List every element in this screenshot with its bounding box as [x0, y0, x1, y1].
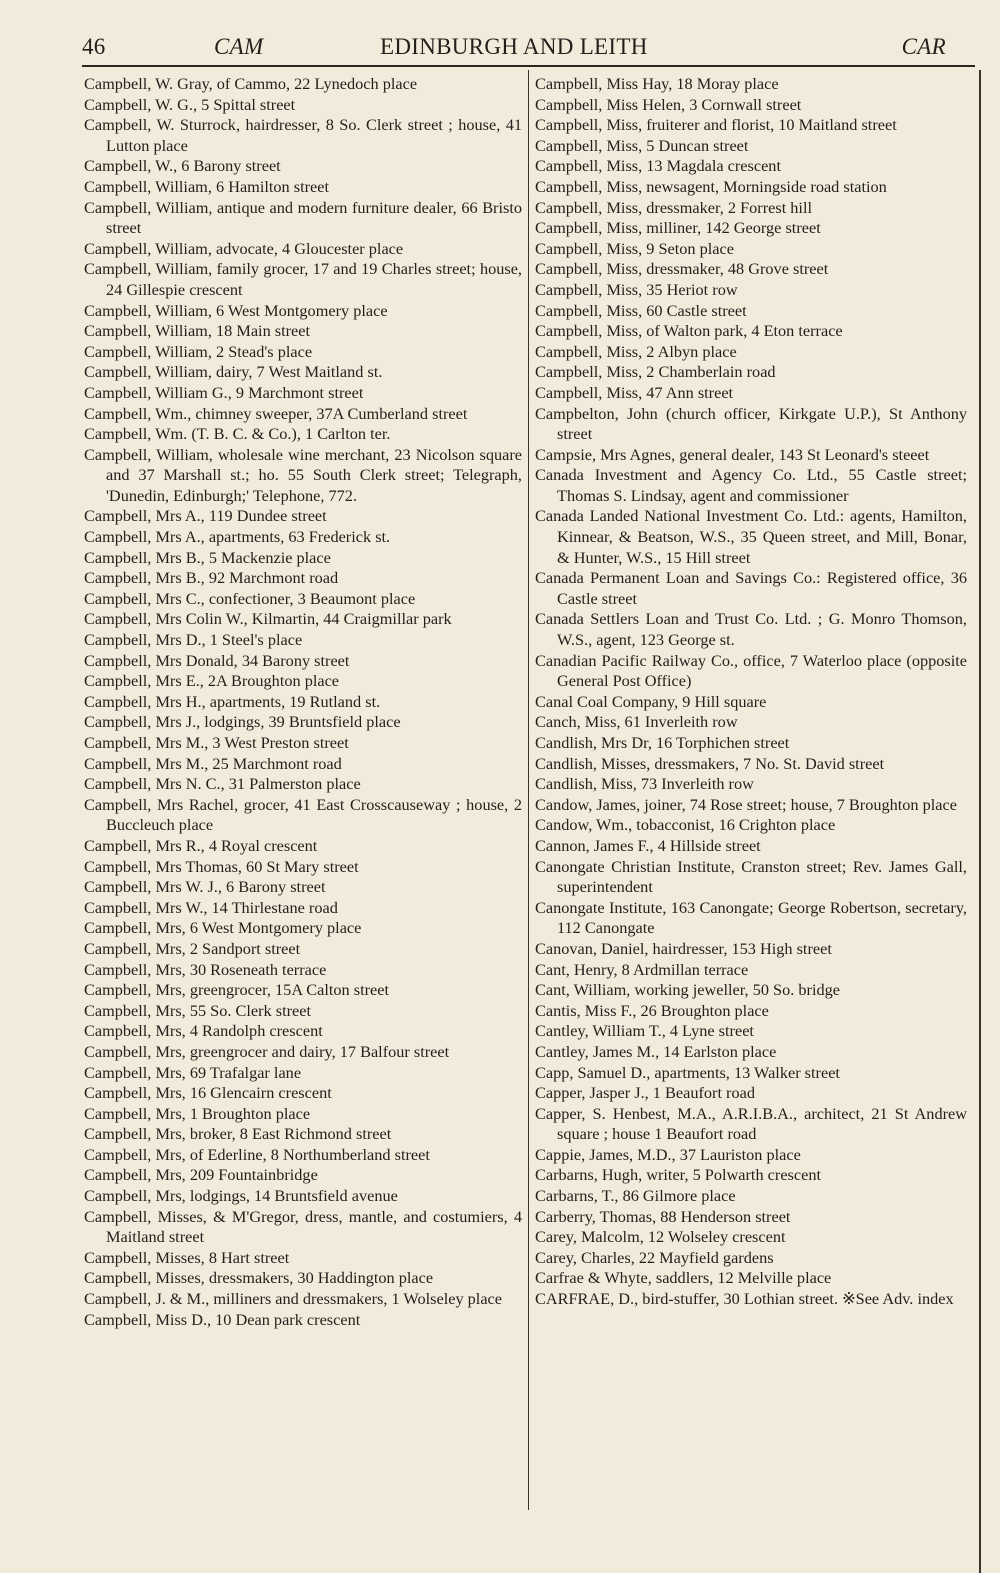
- directory-entry: Cantley, William T., 4 Lyne street: [535, 1021, 754, 1041]
- directory-entry: Campbell, Miss, 2 Chamberlain road: [535, 362, 776, 382]
- directory-entry: Campbell, Mrs Rachel, grocer, 41 East Crosscauseway ; house, 2 Buccleuch place: [84, 794, 522, 835]
- page-header: [82, 34, 974, 64]
- directory-entry: Campsie, Mrs Agnes, general dealer, 143 St Leonard's steeet: [535, 444, 930, 464]
- directory-entry: Campbell, Mrs A., apartments, 63 Frederick st.: [84, 527, 391, 547]
- directory-entry: Campbell, Mrs Colin W., Kilmartin, 44 Craigmillar park: [84, 609, 452, 629]
- directory-entry: Campbell, Miss, newsagent, Morningside road station: [535, 176, 887, 196]
- running-title: EDINBURGH AND LEITH: [380, 34, 648, 59]
- directory-entry: Carey, Malcolm, 12 Wolseley crescent: [535, 1227, 786, 1247]
- directory-entry: Campbell, Mrs Thomas, 60 St Mary street: [84, 856, 359, 876]
- directory-entry: Campbelton, John (church officer, Kirkgate U.P.), St Anthony street: [535, 403, 967, 444]
- directory-entry: Campbell, Mrs, 55 So. Clerk street: [84, 1000, 312, 1020]
- directory-entry: Campbell, William, 6 Hamilton street: [84, 176, 330, 196]
- directory-entry: Campbell, William, advocate, 4 Gloucester place: [84, 238, 404, 258]
- directory-entry: Campbell, Mrs C., confectioner, 3 Beaumont place: [84, 588, 416, 608]
- directory-entry: Canadian Pacific Railway Co., office, 7 Waterloo place (opposite General Post Office): [535, 650, 967, 691]
- directory-entry: Campbell, William, wholesale wine merchant, 23 Nicolson square and 37 Marshall st.; ho. 55 South Clerk street; Telegraph, 'Dunedin, Edinburgh;' Telephone, 772.: [84, 444, 522, 505]
- directory-entry: Campbell, William, antique and modern furniture dealer, 66 Bristo street: [84, 197, 522, 238]
- directory-entry: Candow, Wm., tobacconist, 16 Crighton place: [535, 815, 836, 835]
- directory-entry: Campbell, Mrs Donald, 34 Barony street: [84, 650, 350, 670]
- directory-entry: Campbell, Mrs M., 3 West Preston street: [84, 733, 349, 752]
- right-column: [535, 74, 967, 1310]
- directory-entry: Candlish, Misses, dressmakers, 7 No. St. David street: [535, 753, 885, 773]
- directory-entry: Carberry, Thomas, 88 Henderson street: [535, 1206, 791, 1226]
- directory-entry: Campbell, Mrs H., apartments, 19 Rutland st.: [84, 691, 381, 711]
- directory-entry: Campbell, Mrs, 2 Sandport street: [84, 938, 301, 958]
- column-divider: [528, 70, 529, 1510]
- directory-entry: Canada Settlers Loan and Trust Co. Ltd. ; G. Monro Thomson, W.S., agent, 123 George st.: [535, 609, 967, 650]
- directory-entry: Candlish, Mrs Dr, 16 Torphichen street: [535, 733, 790, 752]
- directory-entry: Campbell, Miss, fruiterer and florist, 10 Maitland street: [535, 115, 897, 135]
- directory-entry: Campbell, Miss, 60 Castle street: [535, 300, 747, 320]
- directory-entry: Campbell, Mrs D., 1 Steel's place: [84, 630, 303, 650]
- directory-entry: Carey, Charles, 22 Mayfield gardens: [535, 1247, 774, 1267]
- directory-entry: Cant, Henry, 8 Ardmillan terrace: [535, 959, 749, 979]
- directory-entry: Campbell, Mrs M., 25 Marchmont road: [84, 753, 342, 773]
- right-guide-word: CAR: [901, 34, 946, 59]
- directory-entry: Campbell, Misses, & M'Gregor, dress, mantle, and costumiers, 4 Maitland street: [84, 1206, 522, 1247]
- directory-entry: Campbell, Miss, milliner, 142 George street: [535, 218, 821, 238]
- directory-entry: Carbarns, Hugh, writer, 5 Polwarth crescent: [535, 1165, 821, 1185]
- directory-entry: Cannon, James F., 4 Hillside street: [535, 835, 761, 855]
- directory-entry: Cant, William, working jeweller, 50 So. bridge: [535, 980, 840, 1000]
- directory-entry: CARFRAE, D., bird-stuffer, 30 Lothian street. ※See Adv. index: [535, 1289, 954, 1309]
- directory-entry: Campbell, Miss Helen, 3 Cornwall street: [535, 94, 802, 114]
- directory-entry: Capper, S. Henbest, M.A., A.R.I.B.A., architect, 21 St Andrew square ; house 1 Beaufort road: [535, 1103, 967, 1144]
- directory-entry: Campbell, Mrs B., 92 Marchmont road: [84, 568, 339, 588]
- header-rule: [82, 65, 975, 67]
- directory-entry: Campbell, Miss, 5 Duncan street: [535, 135, 749, 155]
- directory-entry: Campbell, W. Sturrock, hairdresser, 8 So. Clerk street ; house, 41 Lutton place: [84, 115, 522, 155]
- directory-entry: Campbell, Mrs, 6 West Montgomery place: [84, 918, 362, 938]
- left-column: [84, 74, 522, 1330]
- directory-entry: Cantley, James M., 14 Earlston place: [535, 1041, 777, 1061]
- directory-entry: Campbell, Mrs B., 5 Mackenzie place: [84, 547, 331, 567]
- directory-entry: Cantis, Miss F., 26 Broughton place: [535, 1000, 769, 1020]
- directory-entry: Canada Investment and Agency Co. Ltd., 55 Castle street; Thomas S. Lindsay, agent and commissioner: [535, 465, 967, 505]
- directory-entry: Canovan, Daniel, hairdresser, 153 High street: [535, 938, 832, 958]
- directory-entry: Canada Landed National Investment Co. Ltd.: agents, Hamilton, Kinnear, & Beatson, W.S., 35 Queen street, and Mill, Bonar, & Hunter, W.S., 15 Hill street: [535, 506, 967, 567]
- directory-entry: Campbell, W. Gray, of Cammo, 22 Lynedoch place: [84, 74, 418, 93]
- directory-entry: Canal Coal Company, 9 Hill square: [535, 691, 767, 711]
- directory-entry: Campbell, Misses, 8 Hart street: [84, 1247, 290, 1267]
- directory-entry: Canongate Institute, 163 Canongate; George Robertson, secretary, 112 Canongate: [535, 897, 967, 938]
- directory-entry: Campbell, Mrs, 209 Fountainbridge: [84, 1165, 318, 1185]
- directory-entry: Campbell, William, family grocer, 17 and 19 Charles street; house, 24 Gillespie crescent: [84, 259, 522, 299]
- directory-entry: Campbell, William, 18 Main street: [84, 321, 311, 341]
- directory-entry: Campbell, Miss, 9 Seton place: [535, 238, 734, 258]
- directory-entry: Campbell, Mrs E., 2A Broughton place: [84, 671, 340, 691]
- directory-entry: Campbell, William, 6 West Montgomery place: [84, 300, 388, 320]
- directory-entry: Campbell, Misses, dressmakers, 30 Haddington place: [84, 1268, 434, 1288]
- directory-entry: Campbell, Miss, 47 Ann street: [535, 382, 734, 402]
- directory-entry: Campbell, Mrs R., 4 Royal crescent: [84, 835, 318, 855]
- directory-entry: Campbell, Miss D., 10 Dean park crescent: [84, 1309, 361, 1329]
- directory-entry: Campbell, Mrs W., 14 Thirlestane road: [84, 897, 338, 917]
- directory-entry: Campbell, William G., 9 Marchmont street: [84, 382, 364, 402]
- directory-entry: Campbell, Wm. (T. B. C. & Co.), 1 Carlton ter.: [84, 424, 391, 444]
- directory-entry: Campbell, Mrs J., lodgings, 39 Bruntsfield place: [84, 712, 401, 732]
- directory-entry: Campbell, Mrs, lodgings, 14 Bruntsfield avenue: [84, 1186, 398, 1206]
- directory-entry: Carbarns, T., 86 Gilmore place: [535, 1186, 736, 1206]
- directory-entry: Campbell, Miss, 2 Albyn place: [535, 341, 737, 361]
- directory-entry: Campbell, W., 6 Barony street: [84, 156, 281, 176]
- directory-entry: Cappie, James, M.D., 37 Lauriston place: [535, 1144, 801, 1164]
- directory-entry: Campbell, William, dairy, 7 West Maitland st.: [84, 362, 383, 382]
- left-guide-word: CAM: [214, 34, 264, 59]
- directory-entry: Campbell, Mrs, greengrocer, 15A Calton street: [84, 980, 389, 1000]
- directory-entry: Campbell, Mrs, 1 Broughton place: [84, 1103, 311, 1123]
- directory-entry: Campbell, J. & M., milliners and dressmakers, 1 Wolseley place: [84, 1289, 503, 1309]
- directory-entry: Campbell, Miss, 13 Magdala crescent: [535, 156, 781, 176]
- directory-entry: Campbell, Wm., chimney sweeper, 37A Cumberland street: [84, 403, 468, 423]
- directory-entry: Campbell, Mrs, broker, 8 East Richmond street: [84, 1124, 392, 1144]
- directory-entry: Candlish, Miss, 73 Inverleith row: [535, 774, 754, 794]
- directory-entry: Campbell, Mrs, 16 Glencairn crescent: [84, 1083, 332, 1103]
- directory-entry: Campbell, Miss, 35 Heriot row: [535, 279, 738, 299]
- directory-entry: Campbell, Mrs A., 119 Dundee street: [84, 506, 327, 526]
- directory-entry: Campbell, Miss, dressmaker, 48 Grove street: [535, 259, 829, 279]
- directory-entry: Canongate Christian Institute, Cranston street; Rev. James Gall, superintendent: [535, 856, 967, 897]
- directory-entry: Campbell, Miss, of Walton park, 4 Eton terrace: [535, 321, 843, 341]
- directory-entry: Carfrae & Whyte, saddlers, 12 Melville place: [535, 1268, 832, 1288]
- directory-entry: Campbell, W. G., 5 Spittal street: [84, 94, 296, 114]
- page-edge-line: [979, 70, 981, 1573]
- directory-entry: Candow, James, joiner, 74 Rose street; house, 7 Broughton place: [535, 794, 957, 814]
- directory-entry: Campbell, Miss, dressmaker, 2 Forrest hill: [535, 197, 813, 217]
- directory-entry: Canada Permanent Loan and Savings Co.: Registered office, 36 Castle street: [535, 568, 967, 608]
- directory-entry: Campbell, Mrs, 30 Roseneath terrace: [84, 959, 327, 979]
- directory-entry: Campbell, Mrs W. J., 6 Barony street: [84, 877, 326, 897]
- directory-entry: Capp, Samuel D., apartments, 13 Walker street: [535, 1062, 840, 1082]
- directory-entry: Campbell, Mrs, 69 Trafalgar lane: [84, 1062, 302, 1082]
- directory-entry: Campbell, Mrs, of Ederline, 8 Northumberland street: [84, 1144, 430, 1164]
- directory-entry: Campbell, Mrs, 4 Randolph crescent: [84, 1021, 323, 1041]
- directory-entry: Canch, Miss, 61 Inverleith row: [535, 712, 738, 732]
- directory-entry: Capper, Jasper J., 1 Beaufort road: [535, 1083, 755, 1103]
- directory-entry: Campbell, Mrs, greengrocer and dairy, 17 Balfour street: [84, 1041, 450, 1061]
- directory-entry: Campbell, Mrs N. C., 31 Palmerston place: [84, 774, 361, 794]
- directory-entry: Campbell, Miss Hay, 18 Moray place: [535, 74, 779, 93]
- directory-entry: Campbell, William, 2 Stead's place: [84, 341, 313, 361]
- page-number: 46: [82, 34, 106, 59]
